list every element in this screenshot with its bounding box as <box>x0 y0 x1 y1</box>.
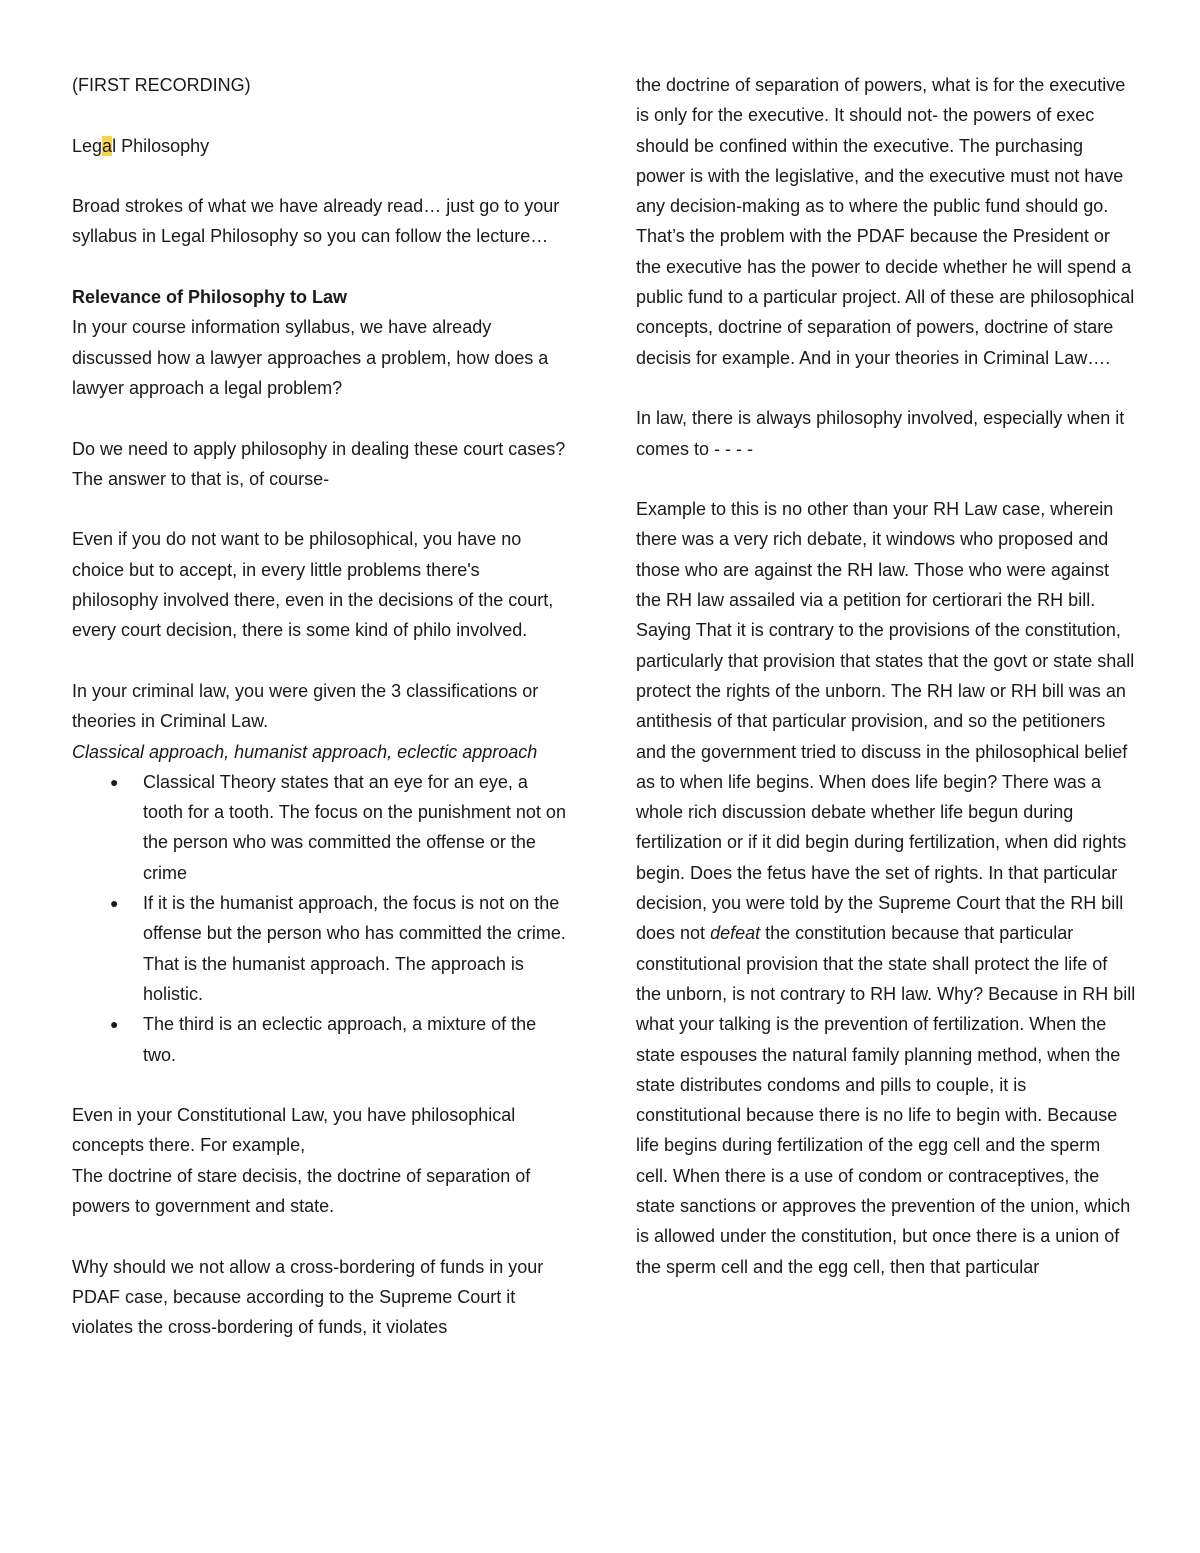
highlighted-letter: a <box>102 135 113 156</box>
subject-title-end: l Philosophy <box>112 135 210 156</box>
list-item-text: If it is the humanist approach, the focus is not on the offense but the person who has committed the crime. That is the humanist approach. The approach is holistic. <box>143 893 566 1004</box>
bullet-icon: ● <box>110 773 119 790</box>
criminal-law-paragraph: In your criminal law, you were given the 3 classifications or theories in Criminal Law. <box>72 680 539 732</box>
bullet-icon: ● <box>110 895 119 912</box>
approaches-list: Classical approach, humanist approach, eclectic approach <box>72 741 538 762</box>
rh-law-text-end: the constitution because that particular constitutional provision that the state shall protect the life of the unborn, is not contrary to RH law. Why? Because in RH bill what your talking is the prevention of fertilization. When the state espouses the natural family planning method, when the state distributes condoms and pills to couple, it is constitutional because there is no life to begin with. Because life begins during fertilization of the egg cell and the sperm cell. When there is a use of condom or contraceptives, the state sanctions or approves the prevention of the union, which is allowed under the constitution, but once there is a union of the sperm cell and the egg cell, then that particular <box>636 923 1136 1277</box>
subject-title-start: Leg <box>72 135 103 156</box>
question-paragraph: Do we need to apply philosophy in dealing these court cases? <box>72 438 566 459</box>
philosophy-paragraph: Even if you do not want to be philosophical, you have no choice but to accept, in every little problems there's philosophy involved there, even in the decisions of the court, every court decision, there is some kind of philo involved. <box>72 529 554 641</box>
constitutional-law-paragraph: Even in your Constitutional Law, you have philosophical concepts there. For example, <box>72 1105 516 1156</box>
syllabus-paragraph: In your course information syllabus, we have already discussed how a lawyer approaches a problem, how does a lawyer approach a legal problem? <box>72 317 549 398</box>
answer-paragraph: The answer to that is, of course- <box>72 468 330 489</box>
left-column <box>72 70 568 1373</box>
section-heading: Relevance of Philosophy to Law <box>72 287 348 308</box>
separation-of-powers-paragraph: the doctrine of separation of powers, what is for the executive is only for the executive. It should not- the powers of exec should be confined within the executive. The purchasing power is with the legislative, and the executive must not have any decision-making as to where the public fund should go. That’s the problem with the PDAF because the President or the executive has the power to decide whether he will spend a public fund to a particular project. All of these are philosophical concepts, doctrine of separation of powers, doctrine of stare decisis for example. And in your theories in Criminal Law…. <box>636 75 1135 368</box>
pdaf-paragraph: Why should we not allow a cross-bordering of funds in your PDAF case, because according to the Supreme Court it violates the cross-bordering of funds, it violates <box>72 1256 544 1338</box>
list-item <box>72 767 568 888</box>
intro-paragraph: Broad strokes of what we have already read… just go to your syllabus in Legal Philosophy so you can follow the lecture… <box>72 196 560 247</box>
rh-law-paragraph <box>636 494 1136 1282</box>
rh-law-text-start: Example to this is no other than your RH Law case, wherein there was a very rich debate, it windows who proposed and those who are against the RH law. Those who were against the RH law assailed via a petition for certiorari the RH bill. Saying That it is contrary to the provisions of the constitution, particularly that provision that states that the govt or state shall protect the rights of the unborn. The RH law or RH bill was an antithesis of that particular provision, and so the petitioners and the government tried to discuss in the philosophical belief as to when life begins. When does life begin? There was a whole rich discussion debate whether life begun during fertilization or if it did begin during fertilization, when did rights begin. Does the fetus have the set of rights. In that particular decision, you were told by the Supreme Court that the RH bill does not <box>636 499 1135 944</box>
right-column <box>636 70 1136 1312</box>
law-philosophy-paragraph: In law, there is always philosophy involved, especially when it comes to - - - - <box>636 408 1125 459</box>
list-item-text: The third is an eclectic approach, a mixture of the two. <box>143 1014 537 1065</box>
recording-label: (FIRST RECORDING) <box>72 75 251 95</box>
doctrine-paragraph: The doctrine of stare decisis, the doctrine of separation of powers to government and state. <box>72 1165 531 1216</box>
list-item <box>72 1009 568 1070</box>
subject-title <box>72 131 568 161</box>
list-item <box>72 888 568 1009</box>
list-item-text: Classical Theory states that an eye for an eye, a tooth for a tooth. The focus on the punishment not on the person who was committed the offense or the crime <box>143 771 566 883</box>
rh-law-emphasis: defeat <box>710 923 761 944</box>
bullet-icon: ● <box>110 1016 119 1033</box>
theories-bullet-list <box>72 767 568 1070</box>
